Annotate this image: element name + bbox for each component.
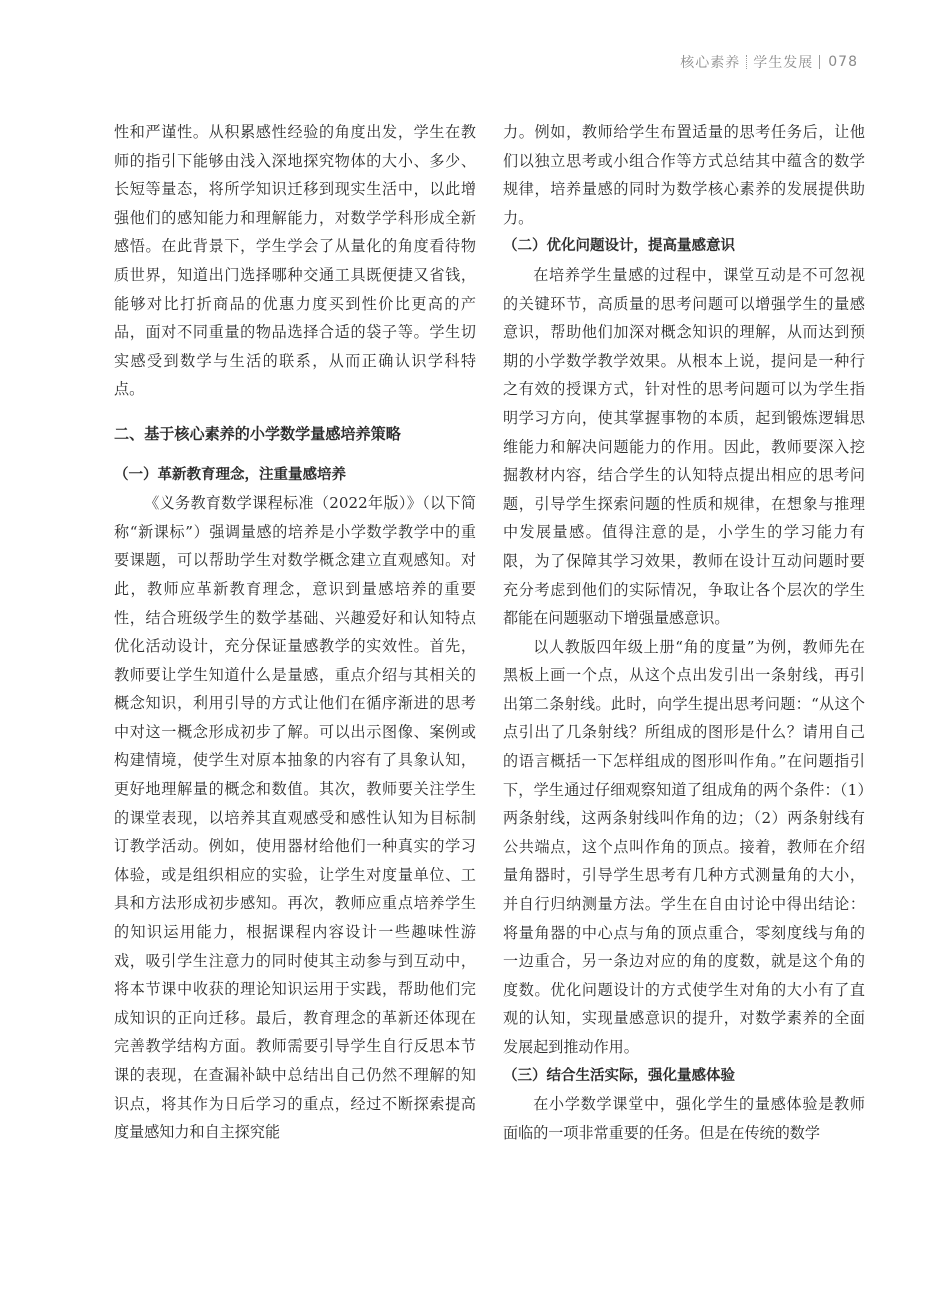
paragraph: 在小学数学课堂中，强化学生的量感体验是教师面临的一项非常重要的任务。但是在传统的数学: [503, 1095, 865, 1142]
paragraph: 在培养学生量感的过程中，课堂互动是不可忽视的关键环节，高质量的思考问题可以增强学生的量感意识，帮助他们加深对概念知识的理解，从而达到预期的小学数学教学效果。从根本上说，提问是一种行之有效的授课方式，针对性的思考问题可以为学生指明学习方向，使其掌握事物的本质，起到锻炼逻辑思维能力和解决问题能力的作用。因此，教师要深入挖掘教材内容，结合学生的认知特点提出相应的思考问题，引导学生探索问题的性质和规律，在想象与推理中发展量感。值得注意的是，小学生的学习能力有限，为了保障其学习效果，教师在设计互动问题时要充分考虑到他们的实际情况，争取让各个层次的学生都能在问题驱动下增强量感意识。: [503, 265, 865, 628]
subsection-heading: （一）革新教育理念，注重量感培养: [114, 466, 346, 483]
left-column: [114, 118, 476, 1147]
header-separator: [746, 55, 747, 69]
subsection-heading: （二）优化问题设计，提高量感意识: [503, 238, 735, 255]
running-header: [680, 52, 858, 72]
subsection-heading: （三）结合生活实际，强化量感体验: [503, 1067, 735, 1084]
paragraph: 力。例如，教师给学生布置适量的思考任务后，让他们以独立思考或小组合作等方式总结其中蕴含的数学规律，培养量感的同时为数学核心素养的发展提供助力。: [503, 123, 865, 227]
paragraph: 性和严谨性。从积累感性经验的角度出发，学生在教师的指引下能够由浅入深地探究物体的大小、多少、长短等量态，将所学知识迁移到现实生活中，以此增强他们的感知能力和理解能力，对数学学科形成全新感悟。在此背景下，学生学会了从量化的角度看待物质世界，知道出门选择哪种交通工具既便捷又省钱，能够对比打折商品的优惠力度买到性价比更高的产品，面对不同重量的物品选择合适的袋子等。学生切实感受到数学与生活的联系，从而正确认识学科特点。: [114, 123, 476, 399]
paragraph: 以人教版四年级上册“角的度量”为例，教师先在黑板上画一个点，从这个点出发引出一条射线，再引出第二条射线。此时，向学生提出思考问题：“从这个点引出了几条射线？所组成的图形是什么？请用自己的语言概括一下怎样组成的图形叫作角。”在问题指引下，学生通过仔细观察知道了组成角的两个条件：（1）两条射线，这两条射线叫作角的边；（2）两条射线有公共端点，这个点叫作角的顶点。接着，教师在介绍量角器时，引导学生思考有几种方式测量角的大小，并自行归纳测量方法。学生在自由讨论中得出结论：将量角器的中心点与角的顶点重合，零刻度线与角的一边重合，另一条边对应的角的度数，就是这个角的度数。优化问题设计的方式使学生对角的大小有了直观的认知，实现量感意识的提升，对数学素养的全面发展起到推动作用。: [503, 637, 865, 1056]
page-number: 078: [828, 54, 858, 70]
header-divider: [819, 55, 820, 69]
right-column: [503, 118, 865, 1147]
section-heading: 二、基于核心素养的小学数学量感培养策略: [114, 424, 401, 443]
paragraph: 《义务教育数学课程标准（2022年版）》（以下简称“新课标”）强调量感的培养是小学数学教学中的重要课题，可以帮助学生对数学概念建立直观感知。对此，教师应革新教育理念，意识到量感培养的重要性，结合班级学生的数学基础、兴趣爱好和认知特点优化活动设计，充分保证量感教学的实效性。首先，教师要让学生知道什么是量感，重点介绍与其相关的概念知识，利用引导的方式让他们在循序渐进的思考中对这一概念形成初步了解。可以出示图像、案例或构建情境，使学生对原本抽象的内容有了具象认知，更好地理解量的概念和数值。其次，教师要关注学生的课堂表现，以培养其直观感受和感性认知为目标制订教学活动。例如，使用器材给他们一种真实的学习体验，或是组织相应的实验，让学生对度量单位、工具和方法形成初步感知。再次，教师应重点培养学生的知识运用能力，根据课程内容设计一些趣味性游戏，吸引学生注意力的同时使其主动参与到互动中，将本节课中收获的理论知识运用于实践，帮助他们完成知识的正向迁移。最后，教育理念的革新还体现在完善教学结构方面。教师需要引导学生自行反思本节课的表现，在查漏补缺中总结出自己仍然不理解的知识点，将其作为日后学习的重点，经过不断探索提高度量感知力和自主探究能: [114, 494, 476, 1142]
header-subsection: 学生发展: [753, 55, 814, 71]
header-section: 核心素养: [680, 55, 741, 71]
